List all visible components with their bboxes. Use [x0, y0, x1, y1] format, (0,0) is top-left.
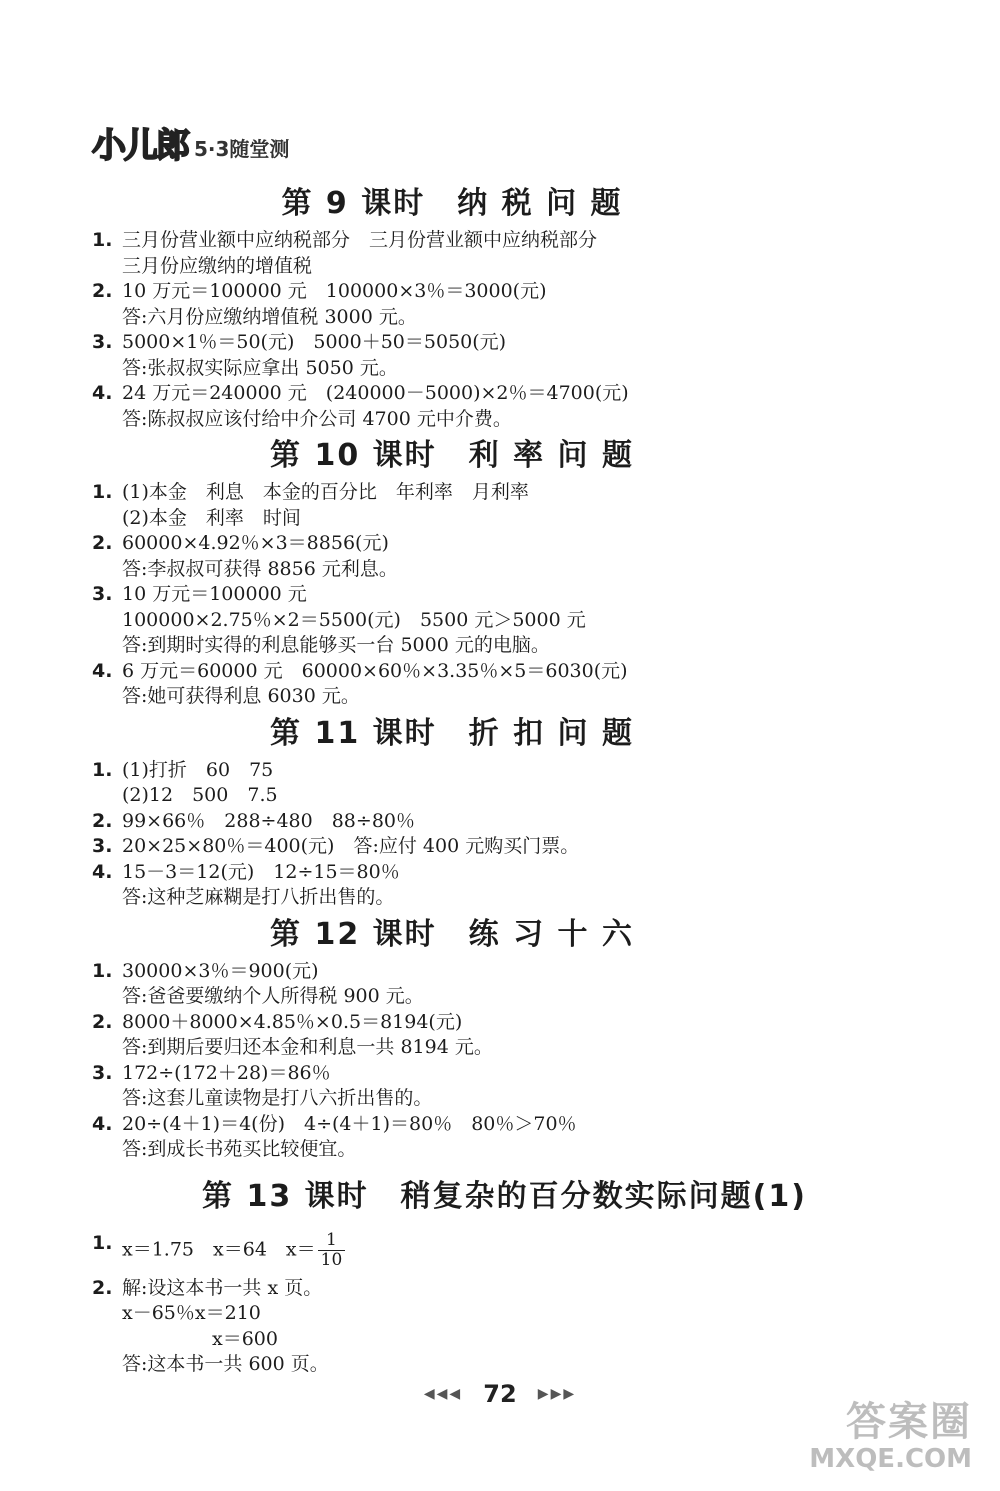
item-number: 1.: [92, 481, 113, 503]
answer-item: [92, 279, 812, 330]
answer-line: 答:她可获得利息 6030 元。: [122, 685, 360, 707]
item-number: 3.: [92, 1061, 113, 1084]
fraction-denominator: 10: [318, 1250, 346, 1270]
item-number: 2.: [92, 1276, 113, 1299]
answer-line: 答:爸爸要缴纳个人所得税 900 元。: [122, 985, 424, 1007]
site-watermark: [809, 1400, 972, 1474]
fraction: [318, 1231, 346, 1270]
answer-line: 三月份应缴纳的增值税: [122, 254, 313, 277]
answer-line: 10 万元＝100000 元: [122, 583, 307, 605]
item-number: 3.: [92, 835, 113, 857]
section-title: 第 9 课时 纳 税 问 题: [281, 186, 623, 221]
answer-item: [92, 809, 812, 835]
answer-line: [122, 1231, 812, 1270]
answer-item: [92, 834, 812, 860]
logo-main-text: 小儿郎: [92, 126, 188, 166]
item-number: 1.: [92, 959, 113, 982]
section-lesson-9: [92, 184, 812, 432]
answer-line: 三月份营业额中应纳税部分 三月份营业额中应纳税部分: [122, 229, 598, 251]
answer-item: [92, 1010, 812, 1061]
answer-line: 100000×2.75％×2＝5500(元) 5500 元＞5000 元: [122, 608, 586, 631]
answer-line: 答:李叔叔可获得 8856 元利息。: [122, 557, 398, 580]
section-title: 第 12 课时 练 习 十 六: [270, 916, 634, 952]
answer-text: x＝1.75 x＝64 x＝: [122, 1238, 316, 1260]
answer-item: [92, 1276, 812, 1378]
left-arrows-icon: ◀◀◀: [423, 1386, 463, 1402]
watermark-bottom: MXQE.COM: [809, 1444, 972, 1474]
answer-line: 答:张叔叔实际应拿出 5050 元。: [122, 356, 398, 379]
series-logo: [92, 126, 289, 166]
answer-item: [92, 758, 812, 809]
answer-line: 172÷(172＋28)＝86％: [122, 1061, 331, 1084]
answer-line: x－65％x＝210: [122, 1302, 261, 1324]
item-number: 1.: [92, 229, 113, 251]
answer-item: [92, 381, 812, 432]
item-number: 2.: [92, 532, 113, 554]
answer-line: 99×66％ 288÷480 88÷80％: [122, 809, 415, 832]
item-number: 1.: [92, 758, 113, 781]
item-number: 3.: [92, 331, 113, 353]
fraction-numerator: 1: [326, 1229, 337, 1250]
right-arrows-icon: ▶▶▶: [537, 1386, 577, 1402]
answer-line: 答:到成长书苑买比较便宜。: [122, 1138, 357, 1160]
item-number: 3.: [92, 583, 113, 605]
page-number: 72: [483, 1380, 517, 1408]
answer-line: 答:陈叔叔应该付给中介公司 4700 元中介费。: [122, 407, 512, 430]
item-number: 2.: [92, 1010, 113, 1033]
answer-line: 15－3＝12(元) 12÷15＝80％: [122, 860, 400, 883]
answer-item: [92, 659, 812, 710]
answer-item: [92, 860, 812, 911]
answer-item: [92, 582, 812, 659]
answer-content: [92, 180, 812, 1378]
item-number: 2.: [92, 809, 113, 832]
section-lesson-13: [92, 1177, 812, 1378]
section-title: 第 10 课时 利 率 问 题: [270, 438, 634, 473]
answer-line: 24 万元＝240000 元 (240000－5000)×2％＝4700(元): [122, 382, 629, 404]
logo-sub-text: 5·3随堂测: [194, 137, 290, 161]
answer-line: 解:设这本书一共 x 页。: [122, 1276, 323, 1299]
item-number: 1.: [92, 1231, 113, 1254]
answer-item: [92, 1231, 812, 1270]
answer-item: [92, 1112, 812, 1163]
answer-item: [92, 330, 812, 381]
answer-line: (1)本金 利息 本金的百分比 年利率 月利率: [122, 481, 529, 503]
answer-item: [92, 959, 812, 1010]
answer-line: 6 万元＝60000 元 60000×60％×3.35％×5＝6030(元): [122, 659, 628, 682]
item-number: 4.: [92, 1112, 113, 1135]
section-title: 第 13 课时 稍复杂的百分数实际问题(1): [202, 1178, 807, 1214]
section-lesson-12: [92, 915, 812, 1163]
answer-line: 5000×1％＝50(元) 5000＋50＝5050(元): [122, 331, 507, 353]
section-lesson-11: [92, 714, 812, 911]
section-lesson-10: [92, 436, 812, 710]
answer-line: 答:这本书一共 600 页。: [122, 1353, 329, 1375]
answer-line: 答:到期时实得的利息能够买一台 5000 元的电脑。: [122, 634, 550, 656]
answer-line: (2)12 500 7.5: [122, 784, 278, 806]
answer-line: 10 万元＝100000 元 100000×3％＝3000(元): [122, 280, 547, 302]
answer-line: 答:这套儿童读物是打八六折出售的。: [122, 1087, 433, 1109]
answer-line: 60000×4.92％×3＝8856(元): [122, 532, 389, 554]
answer-item: [92, 531, 812, 582]
answer-line: (1)打折 60 75: [122, 758, 274, 781]
answer-line: 30000×3％＝900(元): [122, 959, 319, 982]
answer-line: 20÷(4＋1)＝4(份) 4÷(4＋1)＝80％ 80％＞70％: [122, 1112, 577, 1135]
item-number: 2.: [92, 280, 113, 302]
item-number: 4.: [92, 860, 113, 883]
answer-line: x＝600: [212, 1327, 278, 1350]
answer-line: 20×25×80％＝400(元) 答:应付 400 元购买门票。: [122, 835, 580, 857]
answer-item: [92, 480, 812, 531]
item-number: 4.: [92, 382, 113, 404]
section-title: 第 11 课时 折 扣 问 题: [270, 715, 634, 751]
answer-line: (2)本金 利率 时间: [122, 506, 301, 529]
answer-line: 8000＋8000×4.85％×0.5＝8194(元): [122, 1010, 463, 1033]
answer-line: 答:这种芝麻糊是打八折出售的。: [122, 886, 395, 908]
answer-item: [92, 1061, 812, 1112]
answer-item: [92, 228, 812, 279]
answer-line: 答:六月份应缴纳增值税 3000 元。: [122, 305, 417, 328]
watermark-top: 答案圈: [846, 1399, 972, 1445]
item-number: 4.: [92, 659, 113, 682]
answer-line: 答:到期后要归还本金和利息一共 8194 元。: [122, 1036, 493, 1058]
